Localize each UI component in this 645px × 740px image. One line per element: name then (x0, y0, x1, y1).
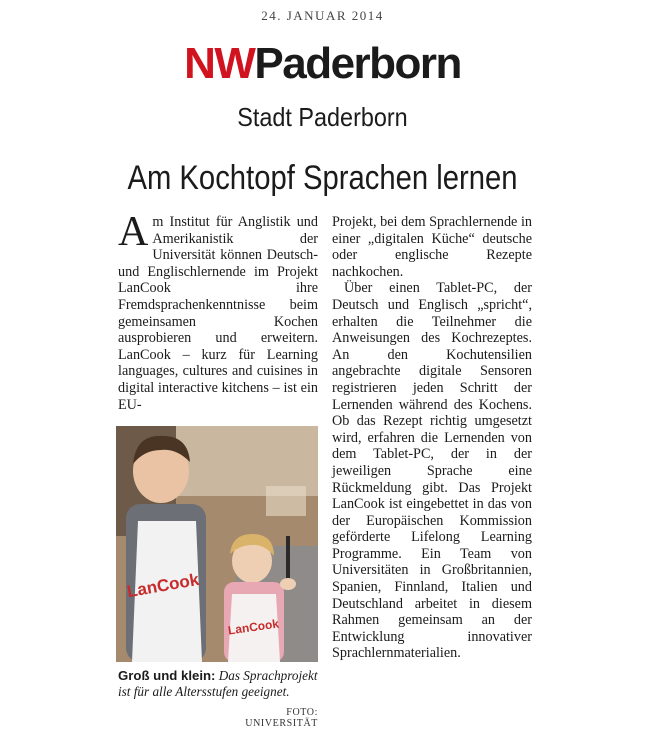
newspaper-masthead (0, 40, 645, 88)
masthead-logo-prefix: NW (184, 39, 255, 88)
masthead-city: Paderborn (254, 39, 461, 88)
section-title: Stadt Paderborn (237, 102, 408, 132)
article-column-2 (332, 214, 532, 662)
apron-logo-boy: LanCook (125, 569, 201, 602)
paragraph-text: m Institut für Anglistik und Amerikanistik der Universität können Deutsch- und Englischlernende im Projekt LanCook ihre Fremdsprachenkenntnisse beim gemeinsamen Kochen ausprobieren und erweitern. LanCook – kurz für Learning languages, cultures and cuisines in digital interactive kitchens – ist ein EU- (118, 214, 318, 413)
drop-cap: A (118, 209, 149, 255)
photo-caption (118, 668, 318, 700)
article-headline: Am Kochtopf Sprachen lernen (127, 159, 518, 197)
article-column-1 (118, 209, 318, 413)
caption-lead: Groß und klein: (118, 668, 216, 683)
photo-credit: FOTO: UNIVERSITÄT (245, 707, 318, 729)
caption-text: Das Sprachprojekt ist für alle Altersstufen geeignet. (118, 668, 318, 699)
article-paragraph: Projekt, bei dem Sprachlernende in einer „digitalen Küche“ deutsche oder englische Rezepte nachkochen. (332, 214, 532, 280)
article-paragraph (118, 209, 318, 413)
article-photo (116, 426, 318, 662)
article-paragraph: Über einen Tablet-PC, der Deutsch und Englisch „spricht“, erhalten die Teilnehmer die Anweisungen des Kochrezeptes. An den Kochutensilien angebrachte digitale Sensoren registrieren jeden Schritt der Lernenden während des Kochens. Ob das Rezept richtig umgesetzt wird, erfahren die Lernenden von dem Tablet-PC, der in der jeweiligen Sprache eine Rückmeldung gibt. Das Projekt LanCook ist eingebettet in das von der Europäischen Kommission geförderte Lifelong Learning Programme. Ein Team von Universitäten in Großbritannien, Spanien, Finnland, Italien und Deutschland arbeitet in diesem Rahmen gemeinsam an der Entwicklung innovativer Sprachlernmaterialien. (332, 280, 532, 662)
photo-illustration (116, 426, 318, 662)
publication-date: 24. JANUAR 2014 (261, 8, 384, 23)
apron-logo-girl: LanCook (227, 616, 280, 638)
